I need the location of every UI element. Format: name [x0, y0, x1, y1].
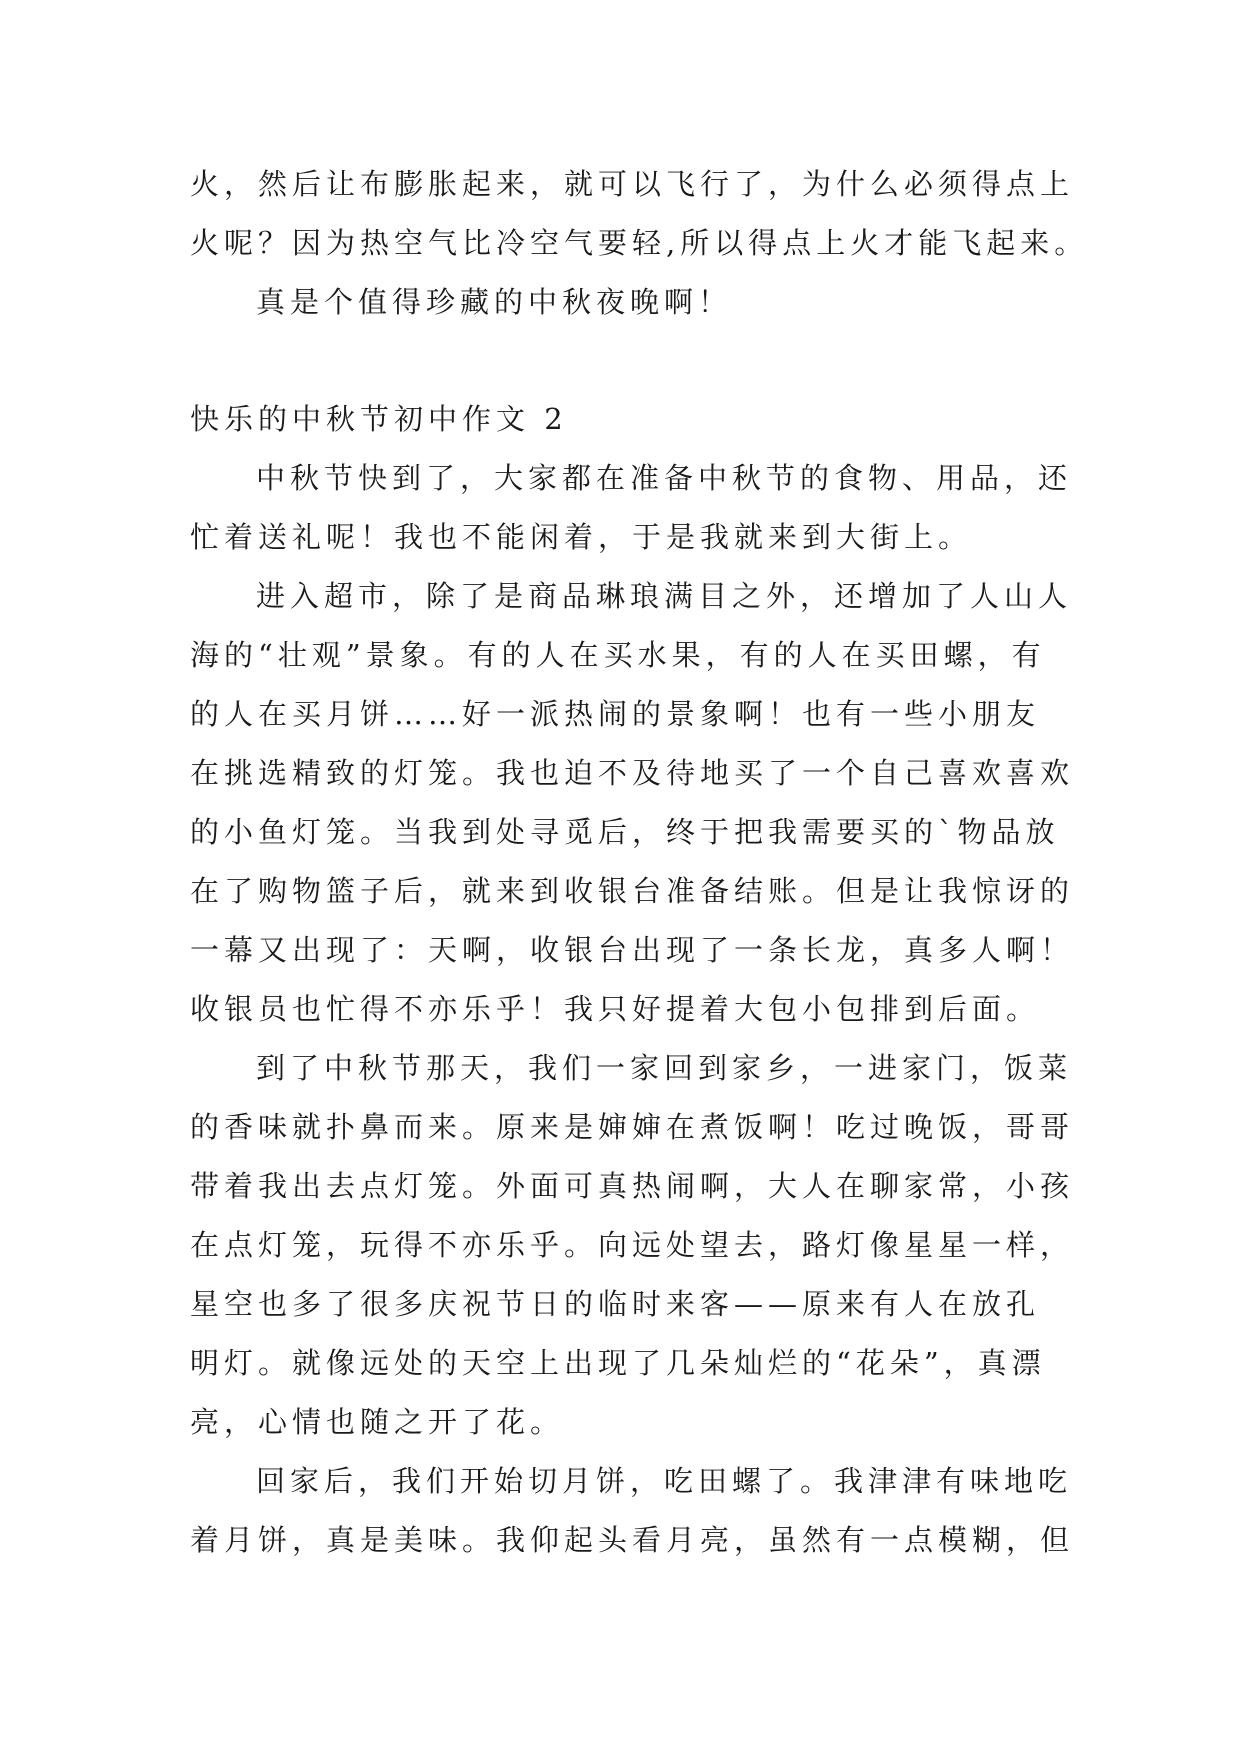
text-line: 着月饼，真是美味。我仰起头看月亮，虽然有一点模糊，但 — [190, 1523, 1075, 1557]
text-line: 明灯。就像远处的天空上出现了几朵灿烂的“花朵”，真漂 — [190, 1346, 1046, 1380]
text-line: 带着我出去点灯笼。外面可真热闹啊，大人在聊家常，小孩 — [190, 1169, 1075, 1203]
text-line: 收银员也忙得不亦乐乎！我只好提着大包小包排到后面。 — [190, 992, 1041, 1026]
text-line: 忙着送礼呢！我也不能闲着，于是我就来到大街上。 — [190, 520, 973, 554]
text-line: 在点灯笼，玩得不亦乐乎。向远处望去，路灯像星星一样， — [190, 1228, 1075, 1262]
paragraph-line: 进入超市，除了是商品琳琅满目之外，还增加了人山人 — [256, 579, 1073, 613]
section-title: 快乐的中秋节初中作文 2 — [190, 402, 568, 436]
text-line: 星空也多了很多庆祝节日的临时来客——原来有人在放孔 — [190, 1287, 1041, 1321]
text-line: 火呢？因为热空气比冷空气要轻,所以得点上火才能飞起来。 — [190, 226, 1089, 260]
text-line: 在挑选精致的灯笼。我也迫不及待地买了一个自己喜欢喜欢 — [190, 756, 1075, 790]
text-line: 亮，心情也随之开了花。 — [190, 1405, 565, 1439]
text-line: 的人在买月饼……好一派热闹的景象啊！也有一些小朋友 — [190, 697, 1041, 731]
text-line: 在了购物篮子后，就来到收银台准备结账。但是让我惊讶的 — [190, 874, 1075, 908]
paragraph-line: 到了中秋节那天，我们一家回到家乡，一进家门，饭菜 — [256, 1051, 1073, 1085]
text-line: 一幕又出现了：天啊，收银台出现了一条长龙，真多人啊！ — [190, 933, 1075, 967]
text-line: 的香味就扑鼻而来。原来是婶婶在煮饭啊！吃过晚饭，哥哥 — [190, 1110, 1075, 1144]
paragraph-line: 回家后，我们开始切月饼，吃田螺了。我津津有味地吃 — [256, 1464, 1073, 1498]
text-line: 海的“壮观”景象。有的人在买水果，有的人在买田螺，有 — [190, 638, 1046, 672]
text-line: 的小鱼灯笼。当我到处寻觅后，终于把我需要买的`物品放 — [190, 815, 1060, 849]
paragraph-line: 中秋节快到了，大家都在准备中秋节的食物、用品，还 — [256, 461, 1073, 495]
paragraph-line: 真是个值得珍藏的中秋夜晚啊！ — [256, 285, 733, 319]
text-line: 火，然后让布膨胀起来，就可以飞行了，为什么必须得点上 — [190, 167, 1075, 201]
